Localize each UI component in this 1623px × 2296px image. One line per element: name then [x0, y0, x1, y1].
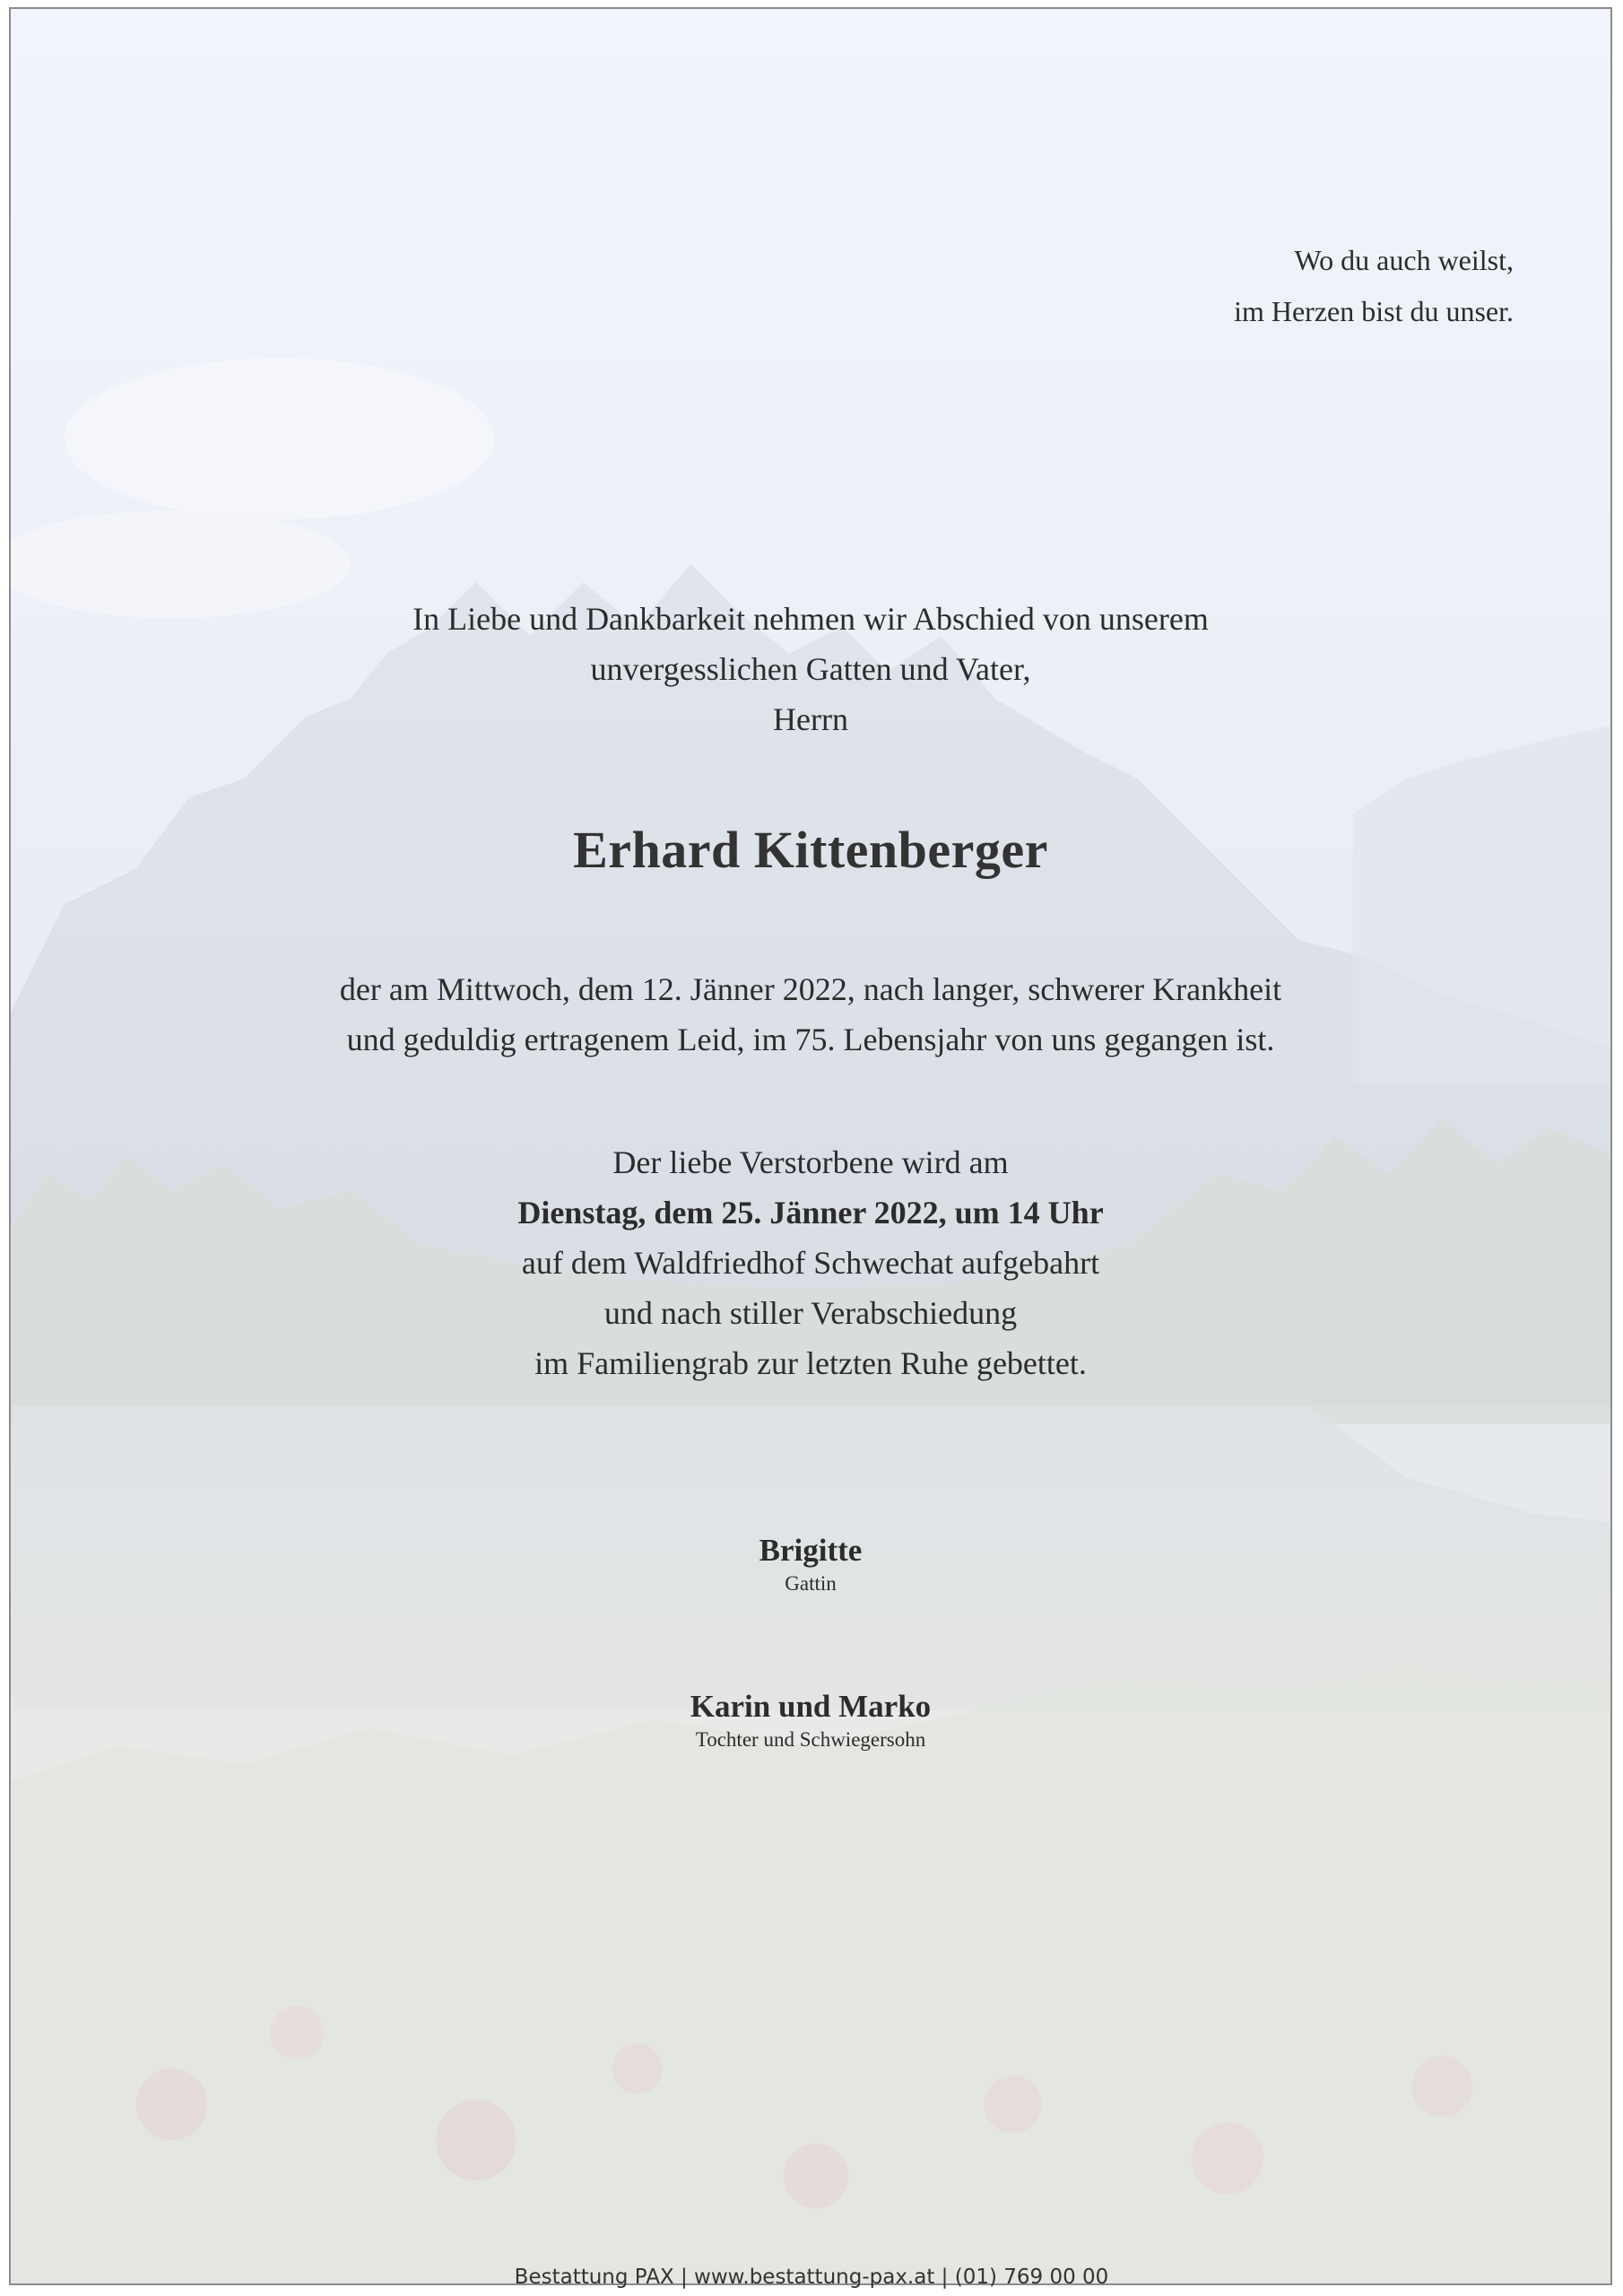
parte-sheet — [9, 7, 1612, 2285]
mourner-relation: Tochter und Schwiegersohn — [695, 1728, 926, 1751]
funeral-line: und nach stiller Verabschiedung — [603, 1295, 1018, 1331]
mourner-relation: Gattin — [785, 1572, 837, 1595]
motto-line: Wo du auch weilst, — [1294, 244, 1514, 276]
motto-line: im Herzen bist du unser. — [1234, 295, 1514, 327]
funeral-info — [11, 1137, 1610, 1388]
intro-line: In Liebe und Dankbarkeit nehmen wir Abschied von unserem — [412, 601, 1209, 637]
intro-line: Herrn — [773, 701, 848, 737]
motto — [1234, 235, 1514, 337]
footer-contact: Bestattung PAX | www.bestattung-pax.at | (01) 769 00 00 — [514, 2266, 1109, 2289]
mourner — [11, 1530, 1610, 1596]
deceased-name: Erhard Kittenberger — [573, 821, 1048, 879]
intro-line: unvergesslichen Gatten und Vater, — [590, 651, 1031, 687]
intro-text — [11, 594, 1610, 744]
funeral-line: im Familiengrab zur letzten Ruhe gebettet. — [534, 1345, 1087, 1381]
mourner-name: Brigitte — [759, 1533, 863, 1568]
death-notice-line: und geduldig ertragenem Leid, im 75. Lebensjahr von uns gegangen ist. — [346, 1022, 1275, 1057]
funeral-date: Dienstag, dem 25. Jänner 2022, um 14 Uhr — [517, 1195, 1104, 1231]
funeral-line: auf dem Waldfriedhof Schwechat aufgebahrt — [521, 1245, 1100, 1281]
death-notice-line: der am Mittwoch, dem 12. Jänner 2022, nach langer, schwerer Krankheit — [339, 971, 1282, 1007]
mourner — [11, 1686, 1610, 1752]
mourner-name: Karin und Marko — [690, 1689, 932, 1724]
death-notice — [11, 964, 1610, 1065]
funeral-line: Der liebe Verstorbene wird am — [612, 1144, 1009, 1180]
